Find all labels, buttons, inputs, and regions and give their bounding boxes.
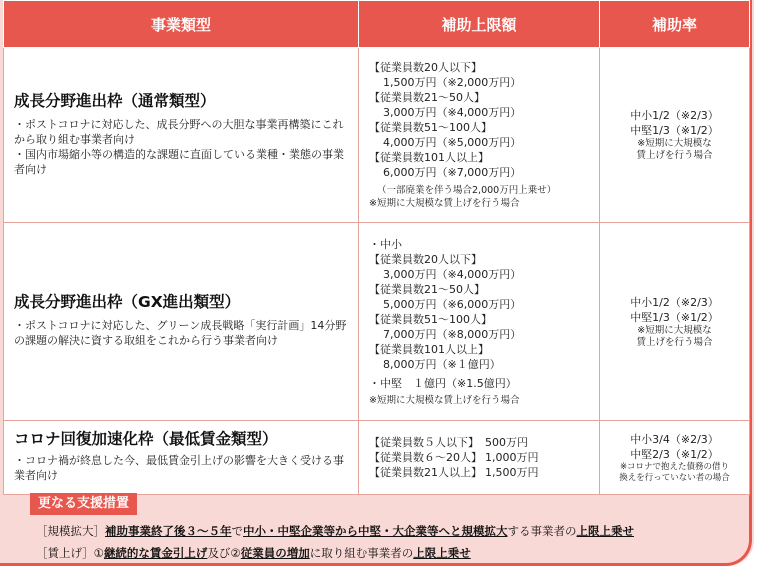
amount-extra: ・中堅 １億円（※1.5億円） — [369, 376, 517, 390]
rate-cell — [600, 223, 750, 421]
amount-line: 【従業員数20人以下】 — [369, 252, 482, 266]
amount-cell — [359, 421, 600, 495]
header-subsidy-rate: 補助率 — [600, 1, 750, 48]
amount-line: 【従業員数21～50人】 — [369, 282, 485, 296]
header-subsidy-limit: 補助上限額 — [359, 1, 600, 48]
rate-note: 賃上げを行う場合 — [636, 150, 713, 161]
amount-cell — [359, 223, 600, 421]
amount-line: 6,000万円（※7,000万円） — [383, 166, 522, 179]
amount-note: ※短期に大規模な賃上げを行う場合 — [369, 394, 520, 406]
more-support-line-wage: ［賃上げ］①継続的な賃金引上げ及び②従業員の増加に取り組む事業者の上限上乗せ — [36, 546, 471, 560]
rate-note: ※短期に大規模な — [637, 138, 712, 149]
amount-line: 【従業員数６～20人】 1,000万円 — [369, 451, 539, 464]
amount-line: 3,000万円（※4,000万円） — [383, 106, 522, 119]
amount-line: 【従業員数101人以上】 — [369, 342, 489, 356]
amount-line: 3,000万円（※4,000万円） — [383, 267, 522, 281]
rate-note: 賃上げを行う場合 — [636, 336, 713, 348]
amount-line: 4,000万円（※5,000万円） — [383, 136, 522, 149]
amount-line: 5,000万円（※6,000万円） — [383, 297, 522, 311]
table-header-row — [4, 1, 750, 48]
amount-line: 【従業員数101人以上】 — [369, 151, 489, 164]
table-row — [4, 421, 750, 495]
category-desc: ・コロナ禍が終息した今、最低賃金引上げの影響を大きく受ける事業者向け — [14, 454, 344, 482]
more-support-title: 更なる支援措置 — [30, 493, 137, 515]
amount-line: 【従業員数20人以下】 — [369, 61, 482, 74]
rate-line: 中小1/2（※2/3） — [630, 109, 719, 122]
table-row — [4, 223, 750, 421]
category-desc: ・ポストコロナに対応した、グリーン成長戦略「実行計画」14分野の課題の解決に資する取組をこれから行う事業者向け — [14, 319, 347, 347]
amount-line: 【従業員数21～50人】 — [369, 91, 485, 104]
amount-line: 1,500万円（※2,000万円） — [383, 76, 522, 89]
amount-note: ※短期に大規模な賃上げを行う場合 — [369, 198, 520, 209]
amount-line: 8,000万円（※１億円） — [383, 357, 501, 371]
rate-line: 中堅1/3（※1/2） — [630, 310, 719, 324]
rate-cell — [600, 48, 750, 223]
category-desc: ・国内市場縮小等の構造的な課題に直面している業種・業態の事業者向け — [14, 147, 344, 176]
category-desc: ・ポストコロナに対応した、成長分野への大胆な事業再構築にこれから取り組む事業者向け — [14, 117, 344, 146]
amount-cell — [359, 48, 600, 223]
table-row — [4, 48, 750, 223]
rate-line: 中堅1/3（※1/2） — [630, 124, 719, 137]
category-cell — [4, 48, 359, 223]
amount-prefix: ・中小 — [369, 237, 402, 251]
rate-note: ※コロナで抱えた債務の借り — [619, 461, 730, 472]
amount-note: （一部廃業を伴う場合2,000万円上乗せ） — [377, 185, 557, 196]
rate-line: 中小1/2（※2/3） — [630, 295, 719, 309]
rate-note: 換えを行っていない者の場合 — [619, 472, 730, 483]
amount-line: 【従業員数21人以上】 1,500万円 — [369, 466, 539, 479]
rate-line: 中堅2/3（※1/2） — [630, 447, 719, 461]
subsidy-table — [3, 0, 750, 495]
rate-line: 中小3/4（※2/3） — [630, 432, 719, 446]
amount-line: 【従業員数51～100人】 — [369, 312, 492, 326]
category-cell — [4, 223, 359, 421]
category-title: コロナ回復加速化枠（最低賃金類型） — [14, 430, 278, 448]
category-title: 成長分野進出枠（通常類型） — [14, 91, 216, 110]
rate-note: ※短期に大規模な — [637, 324, 712, 336]
category-title: 成長分野進出枠（GX進出類型） — [14, 293, 241, 311]
header-business-type: 事業類型 — [4, 1, 359, 48]
amount-line: 7,000万円（※8,000万円） — [383, 327, 522, 341]
category-cell — [4, 421, 359, 495]
amount-line: 【従業員数５人以下】 500万円 — [369, 436, 528, 449]
rate-cell — [600, 421, 750, 495]
more-support-line-scale: ［規模拡大］補助事業終了後３～５年で中小・中堅企業等から中堅・大企業等へと規模拡大する事業者の上限上乗せ — [36, 524, 634, 538]
amount-line: 【従業員数51～100人】 — [369, 121, 492, 134]
